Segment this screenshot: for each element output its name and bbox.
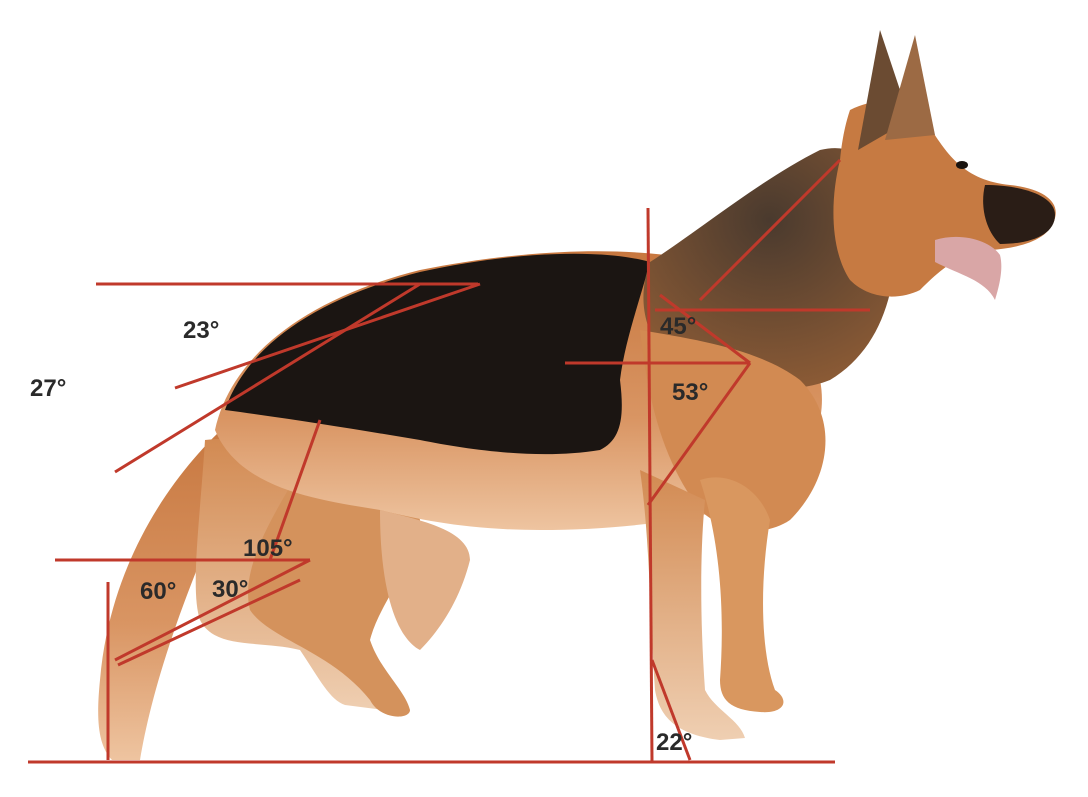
angle-label-45: 45° xyxy=(660,313,697,340)
angle-label-23: 23° xyxy=(183,317,220,344)
dog-eye xyxy=(956,161,968,169)
angle-label-53: 53° xyxy=(672,379,709,406)
angle-label-30: 30° xyxy=(212,576,249,603)
angle-label-60: 60° xyxy=(140,578,177,605)
dog-muzzle xyxy=(983,185,1055,244)
dog-upper-thigh xyxy=(380,510,470,650)
angle-label-105: 105° xyxy=(243,535,293,562)
angle-label-27: 27° xyxy=(30,375,67,402)
angle-label-22: 22° xyxy=(656,729,693,756)
